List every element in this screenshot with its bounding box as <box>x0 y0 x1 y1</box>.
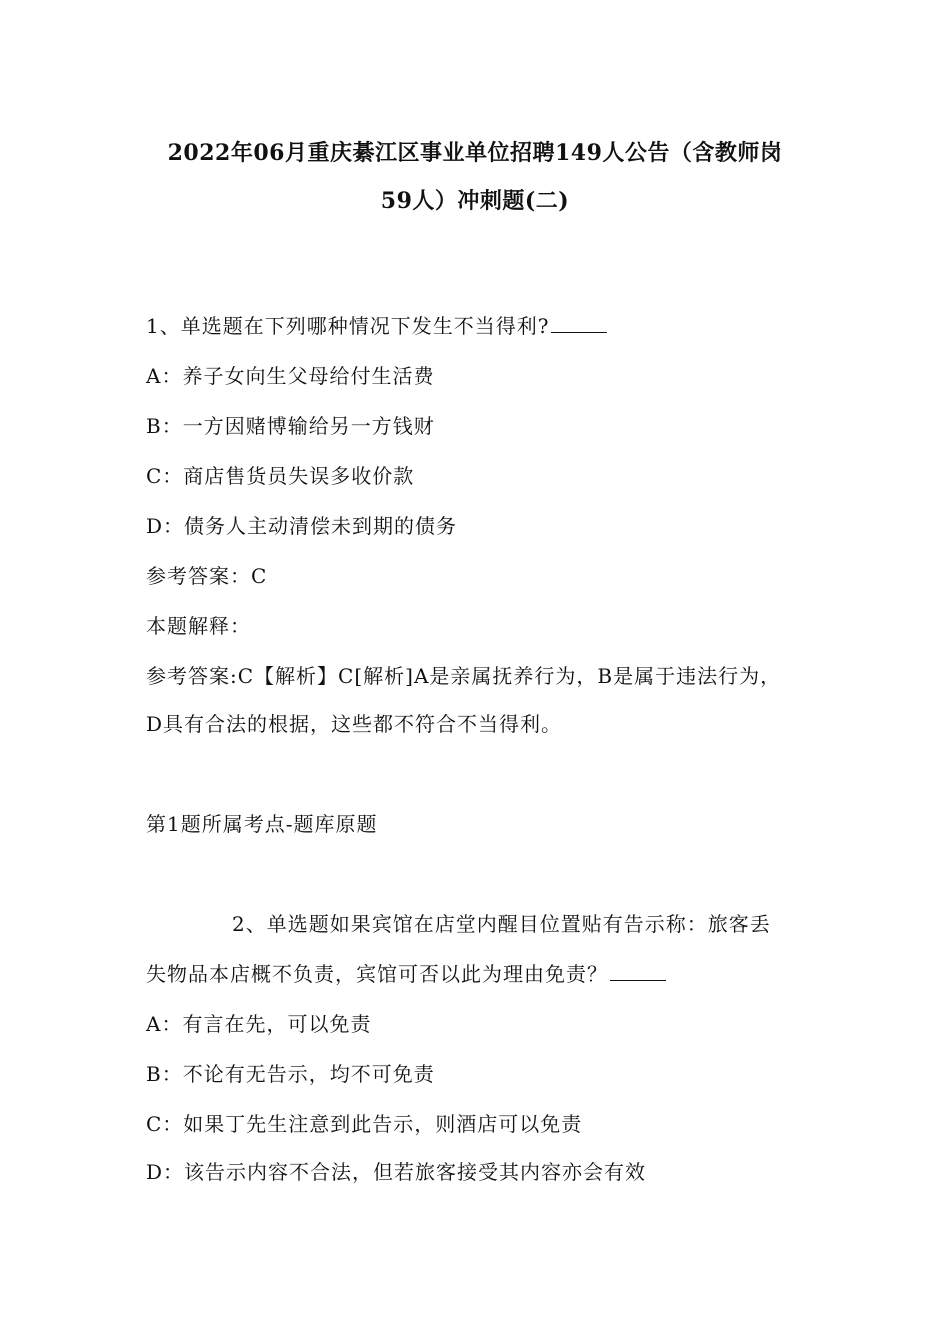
answer-blank <box>551 312 607 333</box>
question-2-option-d: D：该告示内容不合法，但若旅客接受其内容亦会有效 <box>146 1160 647 1184</box>
question-1-option-a: A：养子女向生父母给付生活费 <box>146 364 435 388</box>
question-2-option-a: A：有言在先，可以免责 <box>146 1012 372 1036</box>
question-2-option-c: C：如果丁先生注意到此告示，则酒店可以免责 <box>146 1112 583 1136</box>
question-1-stem <box>146 312 607 340</box>
question-1-explanation-label: 本题解释： <box>146 614 251 638</box>
question-1-option-b: B：一方因赌博输给另一方钱财 <box>146 414 435 438</box>
document-title-line-1: 2022年06月重庆綦江区事业单位招聘149人公告（含教师岗 <box>167 140 783 166</box>
question-2-stem-line-1: 2、单选题如果宾馆在店堂内醒目位置贴有告示称：旅客丢 <box>232 912 771 936</box>
question-2-stem-line-2 <box>146 960 666 988</box>
question-1-option-d: D：债务人主动清偿未到期的债务 <box>146 514 458 538</box>
question-2-stem-text: 失物品本店概不负责，宾馆可否以此为理由免责？ <box>146 962 608 986</box>
question-1-answer: 参考答案：C <box>146 564 268 588</box>
question-1-explanation-line-1: 参考答案:C【解析】C[解析]A是亲属抚养行为，B是属于违法行为， <box>146 664 782 688</box>
answer-blank <box>610 960 666 981</box>
question-2-option-b: B：不论有无告示，均不可免责 <box>146 1062 435 1086</box>
question-1-stem-text: 1、单选题在下列哪种情况下发生不当得利? <box>146 314 550 338</box>
question-1-explanation-line-2: D具有合法的根据，这些都不符合不当得利。 <box>146 712 563 736</box>
question-1-knowledge-point: 第1题所属考点-题库原题 <box>146 812 378 836</box>
question-1-option-c: C：商店售货员失误多收价款 <box>146 464 415 488</box>
document-title-line-2: 59人）冲刺题(二) <box>380 188 570 214</box>
